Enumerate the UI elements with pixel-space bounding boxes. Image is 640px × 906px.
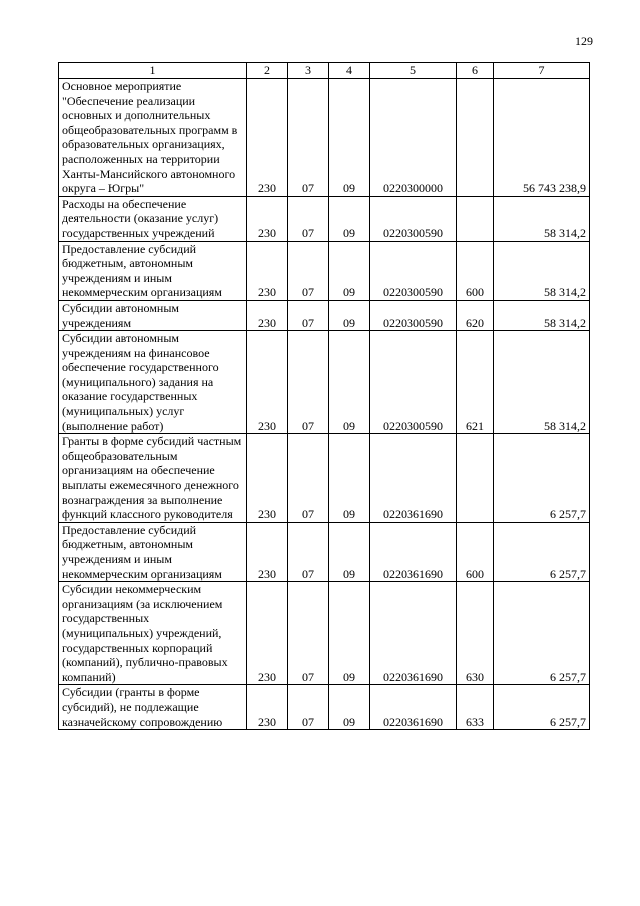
row-target-article: 0220300590 [370,196,457,241]
row-section: 07 [288,434,329,523]
row-section: 07 [288,196,329,241]
row-expense-type [457,196,494,241]
row-grbs: 230 [247,331,288,434]
row-name: Предоставление субсидий бюджетным, автономным учреждениям и иным некоммерческим организациям [59,241,247,300]
row-amount: 58 314,2 [494,196,590,241]
row-name: Основное мероприятие "Обеспечение реализации основных и дополнительных общеобразовательных программ в образовательных организациях, расположенных на территории Ханты-Мансийского автономного округа – Югры" [59,79,247,197]
row-expense-type: 633 [457,685,494,730]
row-name: Предоставление субсидий бюджетным, автономным учреждениям и иным некоммерческим организациям [59,522,247,581]
row-subsection: 09 [329,434,370,523]
column-header: 4 [329,63,370,79]
column-header: 7 [494,63,590,79]
row-target-article: 0220361690 [370,434,457,523]
row-subsection: 09 [329,582,370,685]
row-grbs: 230 [247,196,288,241]
row-target-article: 0220361690 [370,582,457,685]
column-header: 5 [370,63,457,79]
row-target-article: 0220361690 [370,522,457,581]
row-expense-type: 630 [457,582,494,685]
row-subsection: 09 [329,522,370,581]
row-section: 07 [288,582,329,685]
row-expense-type: 621 [457,331,494,434]
row-amount: 56 743 238,9 [494,79,590,197]
row-section: 07 [288,331,329,434]
row-name: Субсидии некоммерческим организациям (за исключением государственных (муниципальных) учреждений, государственных корпораций (компаний), публично-правовых компаний) [59,582,247,685]
table-row [59,300,590,330]
table-row [59,522,590,581]
column-header: 2 [247,63,288,79]
row-amount: 6 257,7 [494,685,590,730]
row-section: 07 [288,79,329,197]
row-target-article: 0220300590 [370,331,457,434]
row-section: 07 [288,522,329,581]
row-name: Расходы на обеспечение деятельности (оказание услуг) государственных учреждений [59,196,247,241]
row-subsection: 09 [329,241,370,300]
row-expense-type [457,434,494,523]
row-expense-type [457,79,494,197]
row-grbs: 230 [247,300,288,330]
row-grbs: 230 [247,79,288,197]
row-grbs: 230 [247,434,288,523]
row-subsection: 09 [329,79,370,197]
row-grbs: 230 [247,685,288,730]
table-row [59,331,590,434]
table-row [59,196,590,241]
table-row [59,582,590,685]
row-target-article: 0220300590 [370,241,457,300]
row-target-article: 0220300590 [370,300,457,330]
row-amount: 58 314,2 [494,300,590,330]
row-name: Субсидии автономным учреждениям [59,300,247,330]
table-row [59,685,590,730]
row-section: 07 [288,685,329,730]
row-subsection: 09 [329,300,370,330]
table-row [59,434,590,523]
row-amount: 6 257,7 [494,434,590,523]
row-amount: 6 257,7 [494,582,590,685]
row-grbs: 230 [247,582,288,685]
row-section: 07 [288,300,329,330]
header-row [59,63,590,79]
table-row [59,241,590,300]
column-header: 1 [59,63,247,79]
page-number: 129 [575,34,593,48]
row-section: 07 [288,241,329,300]
budget-table [58,62,590,730]
row-expense-type: 620 [457,300,494,330]
row-subsection: 09 [329,331,370,434]
row-grbs: 230 [247,241,288,300]
row-amount: 6 257,7 [494,522,590,581]
row-amount: 58 314,2 [494,331,590,434]
row-target-article: 0220361690 [370,685,457,730]
column-header: 3 [288,63,329,79]
row-name: Субсидии автономным учреждениям на финансовое обеспечение государственного (муниципального) задания на оказание государственных (муниципальных) услуг (выполнение работ) [59,331,247,434]
table-row [59,79,590,197]
column-header: 6 [457,63,494,79]
row-amount: 58 314,2 [494,241,590,300]
row-expense-type: 600 [457,522,494,581]
row-target-article: 0220300000 [370,79,457,197]
row-name: Субсидии (гранты в форме субсидий), не подлежащие казначейскому сопровождению [59,685,247,730]
row-grbs: 230 [247,522,288,581]
row-subsection: 09 [329,685,370,730]
row-subsection: 09 [329,196,370,241]
row-expense-type: 600 [457,241,494,300]
row-name: Гранты в форме субсидий частным общеобразовательным организациям на обеспечение выплаты ежемесячного денежного вознаграждения за выполнение функций классного руководителя [59,434,247,523]
